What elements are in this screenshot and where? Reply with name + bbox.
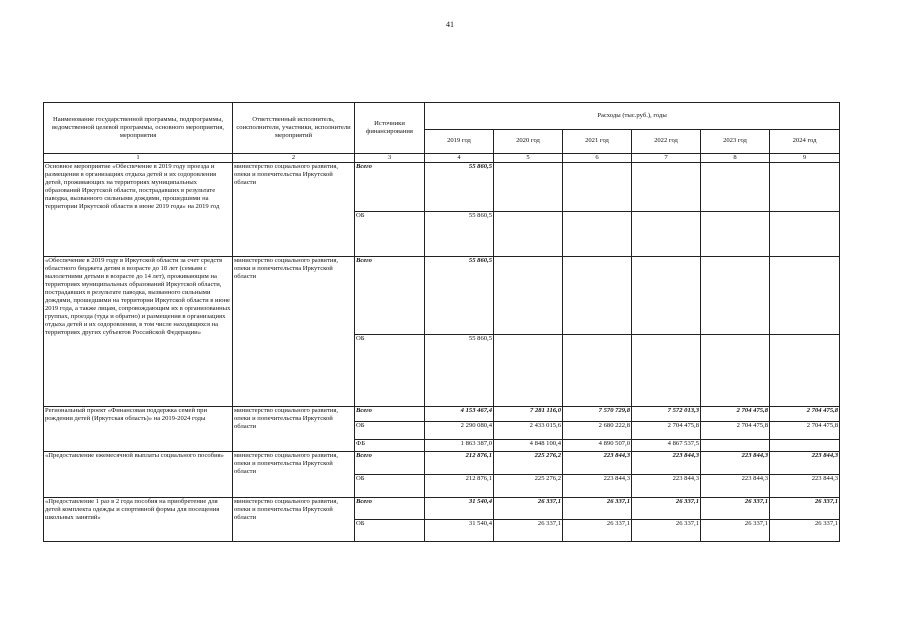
executor: министерство социального развития, опеки и попечительства Иркутской области [233,498,355,542]
expense-value: 223 844,3 [701,452,770,475]
expense-value [770,257,840,335]
expense-value: 225 276,2 [494,475,563,498]
header-sources: Источники финансирования [355,103,425,154]
funding-source: ФБ [355,440,425,452]
expense-value: 26 337,1 [494,520,563,542]
budget-table [43,102,840,542]
funding-source-label: Всего [356,407,372,415]
expense-value [632,163,701,212]
activity-name: Региональный проект «Финансовая поддержка семей при рождении детей (Иркутская область)» на 2019-2024 годы [44,407,233,452]
expense-value: 212 876,1 [425,475,494,498]
column-number: 6 [563,154,632,163]
table-row [44,163,840,212]
expense-value: 26 337,1 [701,498,770,520]
expense-value: 55 860,5 [425,335,494,407]
expense-value [770,335,840,407]
funding-source: ОБ [355,422,425,440]
expense-value [701,212,770,257]
executor: министерство социального развития, опеки и попечительства Иркутской области [233,452,355,498]
expense-value [770,440,840,452]
funding-source: ОБ [355,335,425,407]
expense-value: 2 290 080,4 [425,422,494,440]
expense-value: 2 680 222,8 [563,422,632,440]
expense-value: 55 860,5 [425,212,494,257]
table-row [44,452,840,475]
funding-source: ОБ [355,520,425,542]
header-year: 2023 год [701,130,770,154]
expense-value: 26 337,1 [563,498,632,520]
expense-value: 26 337,1 [632,520,701,542]
expense-value [701,163,770,212]
expense-value: 4 153 467,4 [425,407,494,422]
expense-value: 4 867 537,5 [632,440,701,452]
expense-value: 26 337,1 [563,520,632,542]
expense-value: 7 572 013,3 [632,407,701,422]
expense-value: 55 860,5 [425,163,494,212]
expense-value [494,335,563,407]
expense-value: 212 876,1 [425,452,494,475]
executor: министерство социального развития, опеки и попечительства Иркутской области [233,407,355,452]
expense-value: 2 433 015,6 [494,422,563,440]
expense-value: 223 844,3 [770,475,840,498]
page-number: 41 [446,20,454,29]
expense-value: 223 844,3 [563,452,632,475]
activity-name: «Обеспечение в 2019 году в Иркутской области за счет средств областного бюджета детям в возрасте до 18 лет (семьям с малолетними детьми в возрасте до 14 лет), проживающим на территориях муниципальных образований Иркутской области, пострадавших в результате паводка, вызванного сильными дождями, прошедшими на территории Иркутской области в июне 2019 года, а также лицам, сопровождающим их в организованных группах, проезда (туда и обратно) и размещения в организациях отдыха детей и их оздоровления, в том числе находящихся на территориях других субъектов Российской Федерации» [44,257,233,407]
expense-value: 2 704 475,8 [770,407,840,422]
table-row [44,257,840,335]
expense-value: 26 337,1 [632,498,701,520]
expense-value [632,335,701,407]
column-number: 2 [233,154,355,163]
activity-name: «Предоставление 1 раз в 2 года пособия на приобретение для детей комплекта одежды и спортивной формы для посещения школьных занятий» [44,498,233,542]
activity-name: Основное мероприятие «Обеспечение в 2019 году проезда и размещения в организациях отдыха детей и их оздоровления детей, проживающих на территориях муниципальных образований Иркутской области, пострадавших в результате паводка, вызванного сильными дождями, прошедшими на территории Иркутской области в июне 2019 года» на 2019 год [44,163,233,257]
header-name: Наименование государственной программы, подпрограммы, ведомственной целевой программы, основного мероприятия, мероприятия [44,103,233,154]
expense-value: 31 540,4 [425,520,494,542]
funding-source-label: Всего [356,163,372,171]
funding-source: ОБ [355,475,425,498]
expense-value: 223 844,3 [632,475,701,498]
expense-value [701,257,770,335]
activity-name: «Предоставление ежемесячной выплаты социального пособия» [44,452,233,498]
funding-source [355,257,425,335]
header-year: 2024 год [770,130,840,154]
expense-value: 7 281 116,0 [494,407,563,422]
table-row [44,498,840,520]
header-expenses: Расходы (тыс.руб.), годы [425,103,840,130]
expense-value [632,257,701,335]
executor: министерство социального развития, опеки и попечительства Иркутской области [233,257,355,407]
expense-value [563,163,632,212]
funding-source-label: Всего [356,452,372,460]
expense-value [494,212,563,257]
expense-value: 1 863 387,0 [425,440,494,452]
expense-value [563,212,632,257]
column-number: 5 [494,154,563,163]
column-number: 9 [770,154,840,163]
expense-value: 26 337,1 [701,520,770,542]
column-number: 4 [425,154,494,163]
header-year: 2020 год [494,130,563,154]
expense-value [701,440,770,452]
table-row [44,407,840,422]
column-number: 8 [701,154,770,163]
expense-value: 7 570 729,8 [563,407,632,422]
expense-value: 223 844,3 [770,452,840,475]
expense-value: 225 276,2 [494,452,563,475]
expense-value: 2 704 475,8 [770,422,840,440]
header-year: 2019 год [425,130,494,154]
expense-value: 2 704 475,8 [701,422,770,440]
expense-value: 2 704 475,8 [701,407,770,422]
header-year: 2021 год [563,130,632,154]
table-body [44,163,840,542]
expense-value [701,335,770,407]
funding-source [355,407,425,422]
funding-source-label: Всего [356,257,372,265]
expense-value: 2 704 475,8 [632,422,701,440]
executor: министерство социального развития, опеки и попечительства Иркутской области [233,163,355,257]
expense-value: 4 848 100,4 [494,440,563,452]
expense-value: 26 337,1 [770,498,840,520]
expense-value: 31 540,4 [425,498,494,520]
column-number: 1 [44,154,233,163]
funding-source [355,498,425,520]
funding-source-label: Всего [356,498,372,506]
header-year: 2022 год [632,130,701,154]
expense-value: 55 860,5 [425,257,494,335]
column-number: 3 [355,154,425,163]
expense-value: 223 844,3 [563,475,632,498]
expense-value [563,257,632,335]
column-number: 7 [632,154,701,163]
expense-value [563,335,632,407]
expense-value [632,212,701,257]
expense-value [494,257,563,335]
funding-source [355,163,425,212]
expense-value: 4 890 507,0 [563,440,632,452]
expense-value: 223 844,3 [632,452,701,475]
expense-value [494,163,563,212]
funding-source [355,452,425,475]
expense-value: 223 844,3 [701,475,770,498]
expense-value [770,163,840,212]
expense-value: 26 337,1 [770,520,840,542]
expense-value [770,212,840,257]
header-executor: Ответственный исполнитель, соисполнители, участники, исполнители мероприятий [233,103,355,154]
expense-value: 26 337,1 [494,498,563,520]
funding-source: ОБ [355,212,425,257]
